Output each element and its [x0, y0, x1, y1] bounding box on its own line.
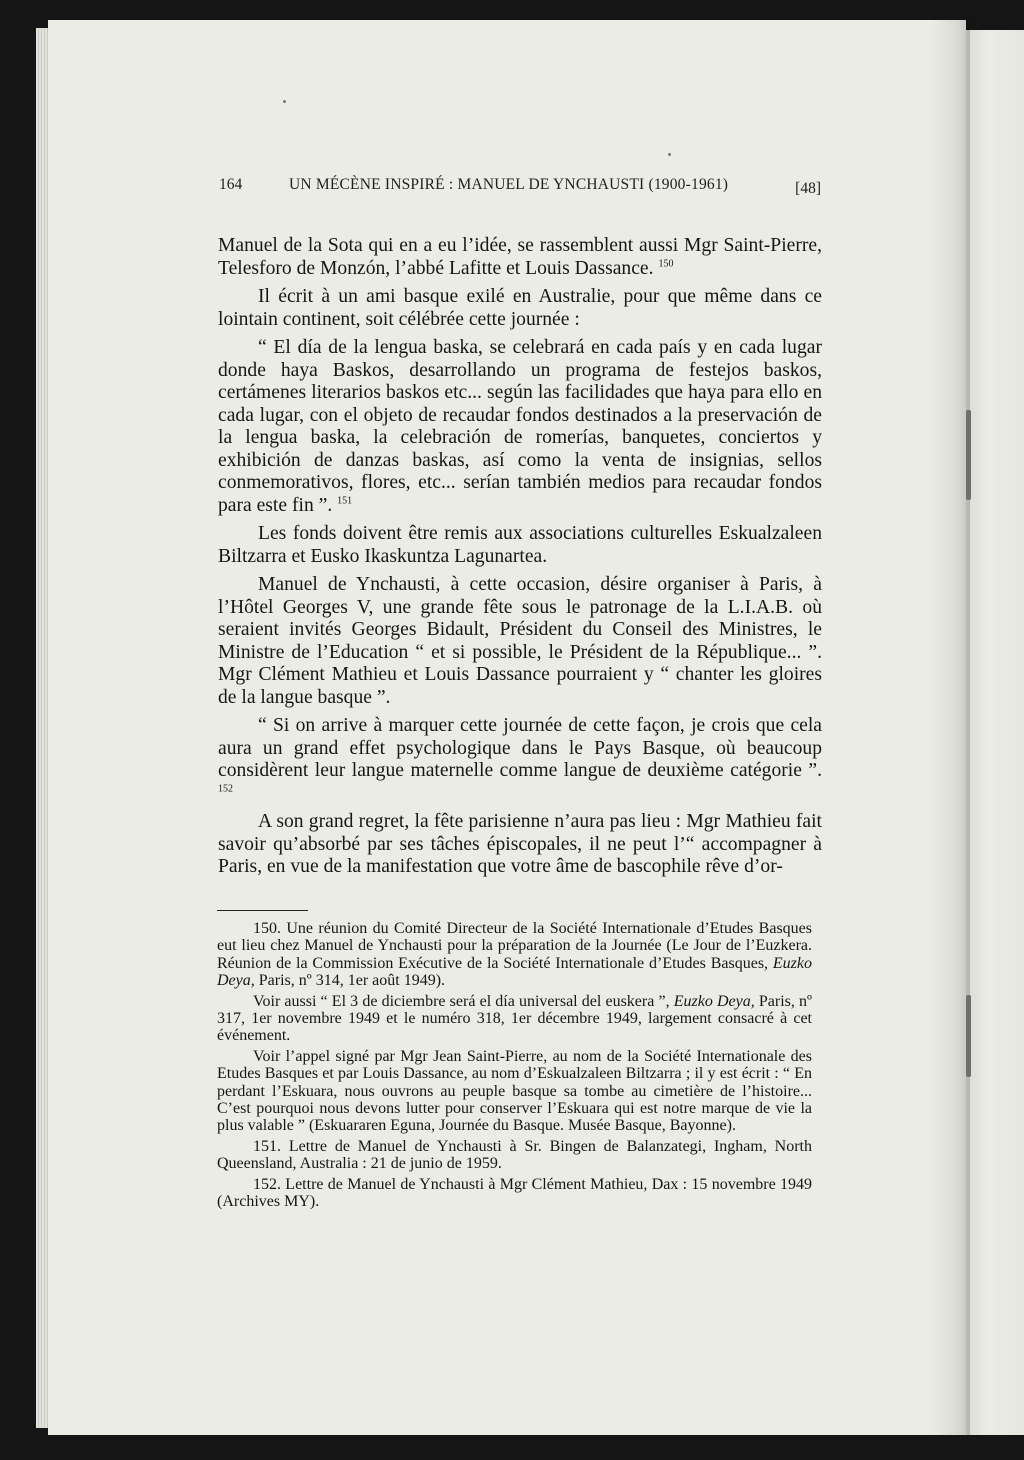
footnote-ref: 150 [658, 257, 674, 269]
footnotes [217, 920, 812, 1214]
paragraph: Manuel de Ynchausti, à cette occasion, désire organiser à Paris, à l’Hôtel Georges V, une grande fête sous le patronage de la L.I.A.B. où seraient invités Georges Bidault, Président du Conseil des Ministres, le Ministre de l’Education “ et si possible, le Président de la République... ”. Mgr Clément Mathieu et Louis Dassance pourraient y “ chanter les gloires de la langue basque ”. [218, 574, 822, 708]
footnote-ref: 152 [218, 782, 233, 794]
paragraph: Manuel de la Sota qui en a eu l’idée, se rassemblent aussi Mgr Saint-Pierre, Telesforo de Monzón, l’abbé Lafitte et Louis Dassance. $^{150}$ [218, 235, 822, 279]
footnote-separator [217, 910, 308, 911]
paper-speck [283, 100, 286, 103]
quotation: “ Si on arrive à marquer cette journée de cette façon, je crois que cela aura un grand effet psychologique dans le Pays Basque, où beaucoup considèrent leur langue maternelle comme langue de deuxième catégorie ”. $^{152}$ [218, 715, 822, 794]
paragraph: Il écrit à un ami basque exilé en Australie, pour que même dans ce lointain continent, soit célébrée cette journée : [218, 286, 822, 330]
running-title: UN MÉCÈNE INSPIRÉ : MANUEL DE YNCHAUSTI (1900-1961) [289, 176, 729, 193]
running-header [219, 176, 821, 202]
footnote-150-appeal: Voir l’appel signé par Mgr Jean Saint-Pierre, au nom de la Société Internationale des Etudes Basques et par Louis Dassance, au nom d’Eskualzaleen Biltzarra ; il y est écrit : “ En perdant l’Eskuara, nous ouvrons au peuple basque sa tombe au cimetière de l’histoire... C’est pourquoi nous devons lutter pour conserver l’Eskuara qui est notre marque de vie la plus valable ” (Eskuararen Eguna, Journée du Basque. Musée Basque, Bayonne). [217, 1047, 812, 1135]
bracket-page-number: [48] [795, 180, 821, 197]
binding-staple-bottom [966, 995, 971, 1077]
footnote-152: 152. Lettre de Manuel de Ynchausti à Mgr Clément Mathieu, Dax : 15 novembre 1949 (Archives MY). [217, 1175, 812, 1211]
binding-staple-top [966, 410, 971, 500]
footnote-ref: 151 [337, 494, 353, 506]
gutter-shadow [930, 20, 970, 1435]
main-text [218, 235, 822, 885]
footnote-150: 150. Une réunion du Comité Directeur de la Société Internationale d’Etudes Basques eut lieu chez Manuel de Ynchausti pour la préparation de la Journée (Le Jour de l’Euzkera. Réunion de la Commission Exécutive de la Société Internationale d’Etudes Basques, Euzko Deya, Paris, nº 314, 1er août 1949). [217, 920, 813, 990]
footnote-151: 151. Lettre de Manuel de Ynchausti à Sr. Bingen de Balanzategi, Ingham, North Queensland, Australia : 21 de junio de 1959. [217, 1137, 812, 1173]
paper-speck [668, 153, 671, 156]
paragraph: A son grand regret, la fête parisienne n’aura pas lieu : Mgr Mathieu fait savoir qu’absorbé par ses tâches épiscopales, il ne peut l’“ accompagner à Paris, en vue de la manifestation que votre âme de bascophile rêve d’or- [218, 811, 822, 877]
footnote-150-cont: Voir aussi “ El 3 de diciembre será el día universal del euskera ”, Euzko Deya, Paris, nº 317, 1er novembre 1949 et le numéro 318, 1er décembre 1949, largement consacré à cet événement. [217, 992, 813, 1045]
quotation: “ El día de la lengua baska, se celebrará en cada país y en cada lugar donde haya Baskos, desarrollando un programa de festejos baskos, certámenes literarios baskos etc... según las facilidades que haya para ello en cada lugar, con el objeto de recaudar fondos destinados a la preservación de la lengua baska, la celebración de romerías, banquetes, conciertos y exhibición de danzas baskas, así como la venta de insignias, sellos conmemorativos, flores, etc... serían también medios para recaudar fondos para este fin ”. $^{151}$ [218, 337, 822, 516]
page-number: 164 [219, 176, 243, 193]
paragraph: Les fonds doivent être remis aux associations culturelles Eskualzaleen Biltzarra et Eusko Ikaskuntza Lagunartea. [218, 523, 822, 567]
